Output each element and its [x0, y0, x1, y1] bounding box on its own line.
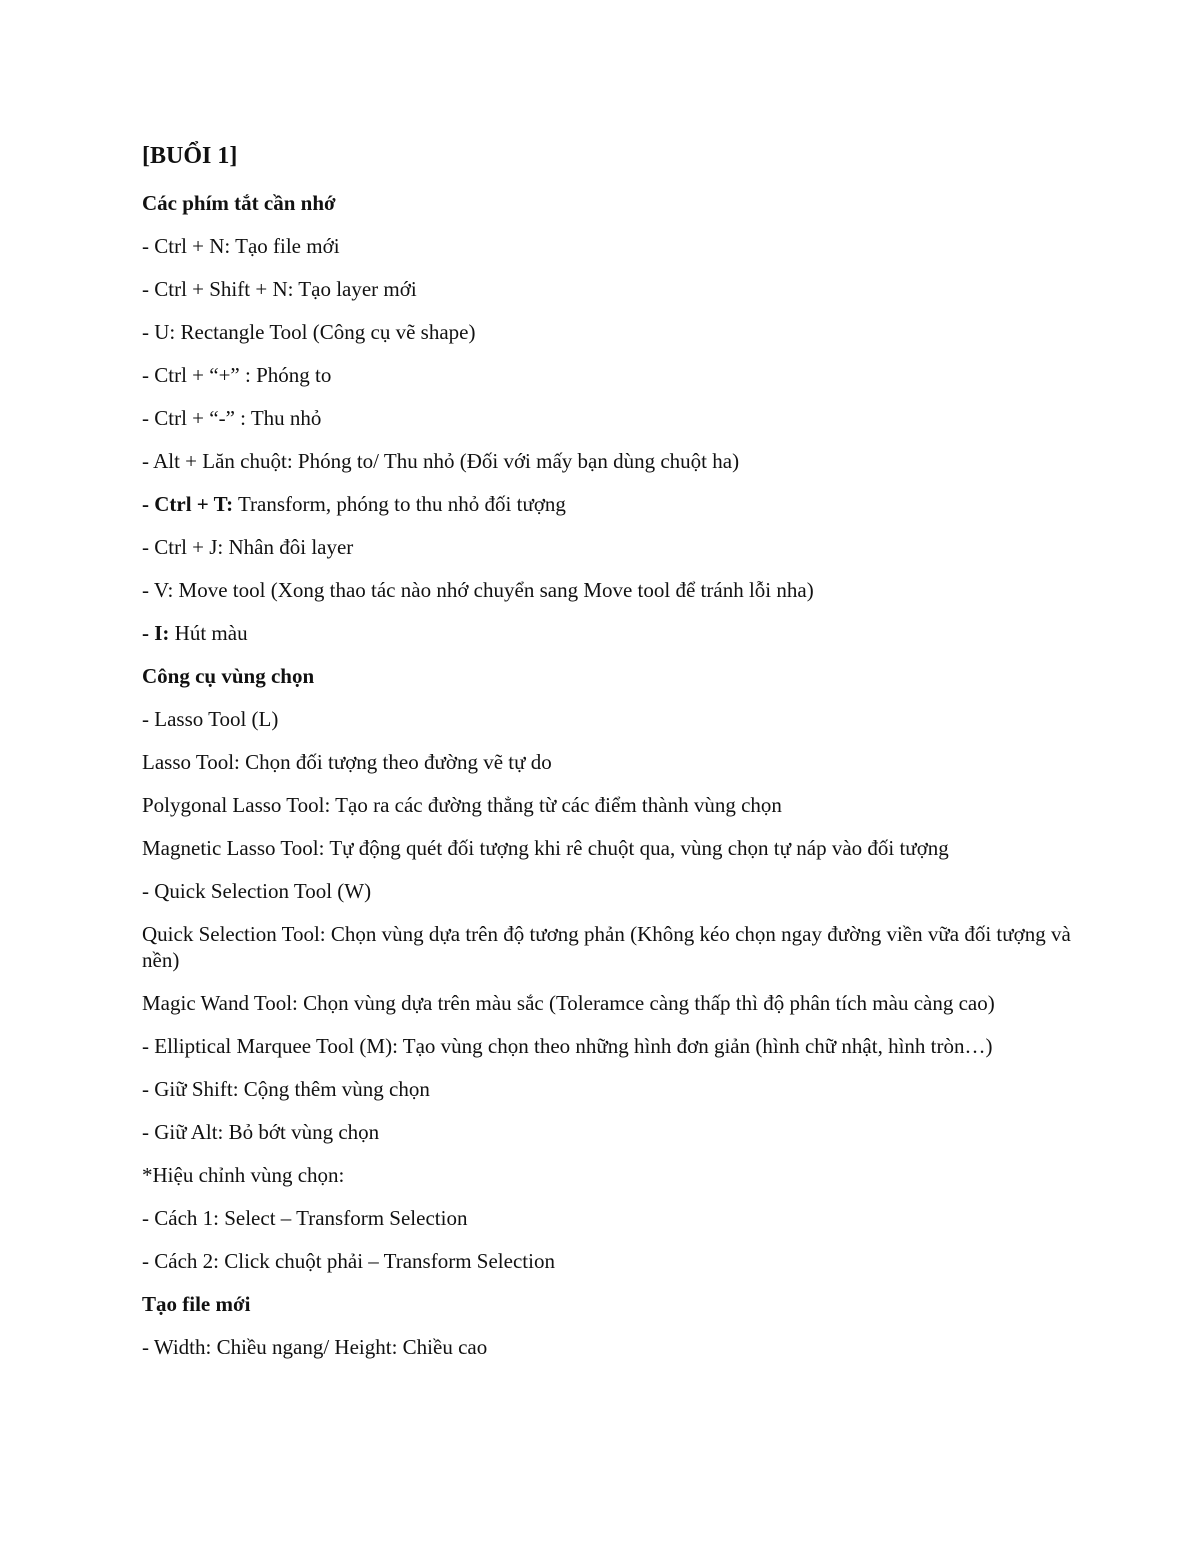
selection-polygonal-lasso-desc: Polygonal Lasso Tool: Tạo ra các đường thẳng từ các điểm thành vùng chọn [142, 793, 782, 817]
selection-magnetic-lasso-desc: Magnetic Lasso Tool: Tự động quét đối tượng khi rê chuột qua, vùng chọn tự náp vào đối tượng [142, 836, 949, 860]
new-file-heading: Tạo file mới [142, 1292, 251, 1316]
document-content [142, 141, 1072, 1377]
shortcut-ctrl-t [142, 491, 1072, 517]
selection-quick-selection-tool: - Quick Selection Tool (W) [142, 879, 372, 903]
shortcut-v-move: - V: Move tool (Xong thao tác nào nhớ chuyển sang Move tool để tránh lỗi nha) [142, 578, 814, 602]
shortcut-zoom-out: - Ctrl + “-” : Thu nhỏ [142, 406, 322, 430]
shortcut-zoom-in: - Ctrl + “+” : Phóng to [142, 363, 332, 387]
selection-hold-alt: - Giữ Alt: Bỏ bớt vùng chọn [142, 1120, 380, 1144]
shortcuts-heading: Các phím tắt cần nhớ [142, 191, 336, 215]
selection-adjust-heading: *Hiệu chỉnh vùng chọn: [142, 1163, 345, 1187]
shortcut-i-key: - I: [142, 621, 170, 645]
selection-method-2: - Cách 2: Click chuột phải – Transform Selection [142, 1249, 555, 1273]
selection-magic-wand-desc: Magic Wand Tool: Chọn vùng dựa trên màu sắc (Toleramce càng thấp thì độ phân tích màu càng cao) [142, 991, 995, 1015]
shortcut-alt-scroll: - Alt + Lăn chuột: Phóng to/ Thu nhỏ (Đối với mấy bạn dùng chuột ha) [142, 449, 740, 473]
shortcut-ctrl-n: - Ctrl + N: Tạo file mới [142, 234, 340, 258]
selection-lasso-desc: Lasso Tool: Chọn đối tượng theo đường vẽ tự do [142, 750, 552, 774]
shortcut-ctrl-t-desc: Transform, phóng to thu nhỏ đối tượng [233, 492, 566, 516]
new-file-size: - Width: Chiều ngang/ Height: Chiều cao [142, 1335, 488, 1359]
selection-heading: Công cụ vùng chọn [142, 664, 315, 688]
shortcut-u-rectangle: - U: Rectangle Tool (Công cụ vẽ shape) [142, 320, 476, 344]
shortcut-i-eyedropper [142, 620, 1072, 646]
shortcut-i-desc: Hút màu [169, 621, 248, 645]
selection-method-1: - Cách 1: Select – Transform Selection [142, 1206, 468, 1230]
selection-lasso-tool: - Lasso Tool (L) [142, 707, 279, 731]
shortcut-ctrl-j: - Ctrl + J: Nhân đôi layer [142, 535, 354, 559]
selection-quick-selection-desc: Quick Selection Tool: Chọn vùng dựa trên độ tương phản (Không kéo chọn ngay đường viền vữa đối tượng và nền) [142, 922, 1071, 972]
document-title: [BUỔI 1] [142, 143, 238, 169]
selection-elliptical-marquee-desc: - Elliptical Marquee Tool (M): Tạo vùng chọn theo những hình đơn giản (hình chữ nhật, hình tròn…) [142, 1034, 993, 1058]
shortcut-ctrl-t-key: - Ctrl + T: [142, 492, 234, 516]
selection-hold-shift: - Giữ Shift: Cộng thêm vùng chọn [142, 1077, 430, 1101]
shortcut-ctrl-shift-n: - Ctrl + Shift + N: Tạo layer mới [142, 277, 417, 301]
